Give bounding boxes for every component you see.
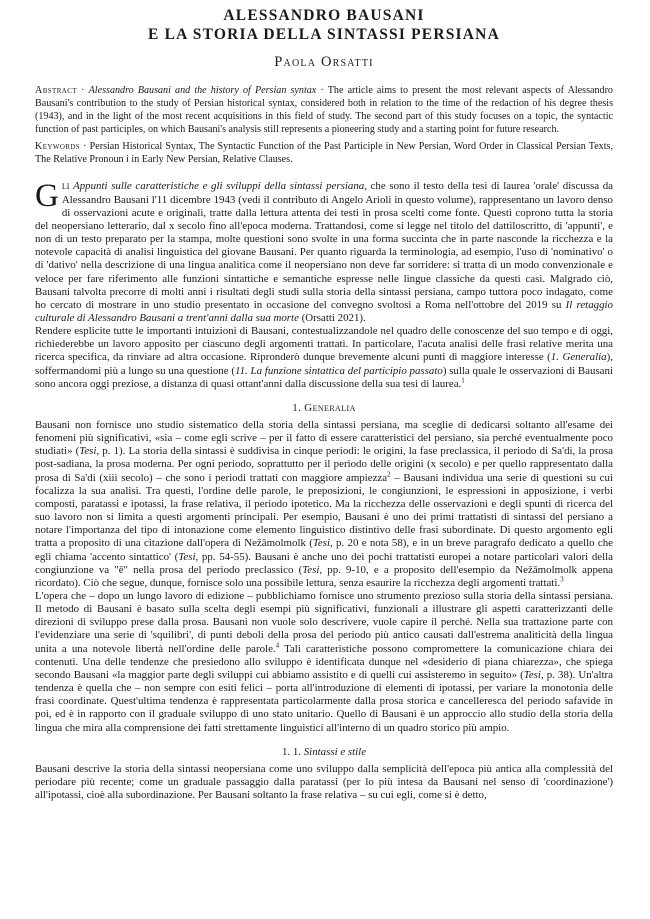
italic-ref: Tesi (523, 668, 541, 681)
text-run: (Orsatti 2021). (298, 312, 366, 324)
keywords (35, 141, 613, 167)
italic-ref: 11. La funzione sintattica del participio passato (234, 364, 443, 377)
article-author: Paola Orsatti (274, 54, 374, 70)
text-run: ), soffermandomi più a lungo su una questione ( (35, 351, 613, 377)
italic-ref: Tesi (312, 537, 330, 550)
abstract (35, 85, 613, 137)
drop-cap: G (35, 178, 59, 215)
keywords-text: · Persian Historical Syntax, The Syntactic Function of the Past Participle in New Persian, Word Order in Classical Persian Texts, The Relative Pronoun i in Early New Persian, Relative Clauses. (35, 140, 613, 165)
italic-title: Appunti sulle caratteristiche e gli sviluppi della sintassi persiana (73, 180, 365, 193)
text-run: , pp. 9-10, e a proposito dell'esempio da Nežāmolmolk appena ricordato). Ciò che segue, dunque, fornisce solo una possibile lettura, senza esaurire la ricchezza degli argomenti trattati. (35, 563, 613, 589)
text-run: Rendere esplicite tutte le importanti intuizioni di Bausani, contestualizzandole nel quadro delle conoscenze del suo tempo e di oggi, richiederebbe un lavoro apposito per ciascuno degli argomenti trattati. In particolare, l'acuta analisi delle frasi relative merita una ricerca specifica, da rinviare ad altra occasione. Ripronderò dunque brevemente alcuni punti di maggiore interesse ( (35, 325, 613, 364)
abstract-sep: · (77, 85, 89, 96)
paragraph-intro (35, 180, 613, 325)
footnote-marker: 1 (461, 376, 465, 385)
footnote-marker: 3 (560, 575, 564, 584)
keywords-label: Keywords (35, 140, 81, 152)
paragraph-5: Bausani descrive la storia della sintassi neopersiana come uno sviluppo dalla semplicità dell'epoca più antica alla complessità del periodare più recente; come un graduale passaggio dalla paratassi (per lo più intesa da Bausani nel senso di 'coordinazione') all'ipotassi, cioè alla subordinazione. Per Bausani soltanto la frase relativa – su cui egli, come si è detto, (35, 762, 613, 801)
article-title-line2: E LA STORIA DELLA SINTASSI PERSIANA (148, 26, 500, 43)
text-run: Tali caratteristiche possono compromettere la comunicazione chiara dei contenuti. Una delle tendenze che presiedono allo sviluppo è identificata dunque nel «desiderio di piana chiarezza», che spiega secondo Bausani «la maggior parte degli sviluppi cui abbiamo assistito e di quelli cui assisteremo in seguito» ( (35, 642, 613, 681)
text-run: , p. 20 e nota 58), e in un breve paragrafo dedicato a quello che egli chiama 'accento sintattico' ( (35, 537, 613, 563)
text-run: , p. 38). Un'altra tendenza è quella che – non sempre con esiti felici – porta all'introduzione di elementi di ipotassi, per variare la monotonia delle frasi coordinate. Quest'ultima tendenza è rappresentata particolarmente dalla prosa storica e cancelleresca del periodo safavide in poi, ed è in rapporto con il graduale sviluppo di uno stato unitario. Quello di Bausani è un approccio allo studio della storia della lingua che mira alla comprensione dei fatti strettamente linguistici all'interno di un quadro storico più ampio. (35, 668, 613, 734)
text-run: L'opera che – dopo un lungo lavoro di edizione – pubblichiamo fornisce uno strumento prezioso sulla storia della sintassi persiana. Il metodo di Bausani è basato sulla scelta degli esempi più significativi, funzionali a illustrare gli aspetti caratterizzanti delle direzioni di sviluppo prese dalla prosa. Bausani non vuole solo descrivere, vuole capire il perché. Nella sua trattazione parte con l'evidenziare una serie di 'squilibri', di punti deboli della prosa del periodo più antico causati dall'estrema analiticità della lingua unita a una notevole libertà nell'ordine delle parole. (35, 589, 613, 655)
text-run: – Bausani individua una serie di questioni su cui focalizza la sua analisi. Tra questi, l'ordine delle parole, le preposizioni, le congiunzioni, le espressioni in apposizione, i verbi composti, paratassi e ipotassi, la frase relativa, il periodo ipotetico. Ma la ricchezza delle osservazioni e degli spunti di ricerca del suo lavoro non si limita a questi argomenti principali. Per esempio, Bausani è uno dei primi trattatisti di sintassi del persiano a notare l'importanza del tipo di intonazione come elemento linguistico distintivo delle frasi subordinate. Di questo argomento egli tratta a proposito di una citazione dall'opera di Nežāmolmolk ( (35, 471, 613, 550)
subsection-title: Sintassi e stile (303, 745, 367, 758)
paragraph-2 (35, 325, 613, 391)
opening-smallcaps: li (61, 180, 70, 193)
abstract-text: · The article aims to present the most relevant aspects of Alessandro Bausani's contribution to the study of Persian historical syntax, considered both in relation to the time of the redaction of his degree thesis (1943), and in the light of the most recent acquisitions in this field of study. The second part of this study focuses on a topic, the syntactic function of past participles, on which Bausani's analysis still represents a pioneering study and a starting point for future research. (35, 85, 613, 135)
italic-ref: 1. Generalia (550, 351, 607, 364)
section-heading: 1. Generalia (292, 401, 356, 414)
text-run: , p. 1). La storia della sintassi è suddivisa in cinque periodi: le origini, la fase preclassica, il periodo di Sa'di, la prosa post-sadiana, la prosa moderna. Per ogni periodo, soprattutto per il periodo delle origini (x secolo) e per quello rappresentato dalla prosa di Sa'di (xiii secolo) – che sono i periodi trattati con maggiore ampiezza (35, 445, 613, 484)
text-run: Bausani non fornisce uno studio sistematico della storia della sintassi persiana, ma sceglie di dedicarsi soltanto all'esame dei fenomeni più significativi, «sia – come egli scrive – per il fatto di essere caratteristici del persiano, sia perché eventualmente poco studiati» ( (35, 418, 613, 458)
abstract-label: Abstract (35, 85, 77, 96)
paragraph-4 (35, 590, 613, 735)
text-run: , che sono il testo della tesi di laurea 'orale' discussa da Alessandro Bausani l'11 dicembre 1943 (vedi il contributo di Angelo Arioli in questo volume), rappresentano un lavoro denso di osservazioni acute e originali, tratte dalla lettura attenta dei testi in prosa scelti come fonte. Questi coprono tutta la storia del neopersiano letterario, dal x secolo fino all'epoca moderna. Trattandosi, come si legge nel titolo del dattiloscritto, di 'appunti', e non di un testo preparato per la stampa, molte questioni sono svolte in una forma succinta che in parte nasconde la ricchezza e la notevole capacità di analisi linguistica del giovane Bausani. Per quanto riguarda la terminologia, ad esempio, l'uso di 'nominativo' o di 'dativo' nella descrizione di una lingua analitica come il neopersiano non deve far sorridere: si tratta di un modo convenzionale e veloce per fare riferimento alle funzioni sintattiche e semantiche espresse nelle lingue classiche da questi casi. Malgrado ciò, Bausani talvolta precorre di molti anni i risultati degli studi sulla storia della sintassi persiana, campo tuttora poco indagato, come ho cercato di mostrare in uno studio presentato in occasione del convegno svoltosi a Roma nell'ottobre del 2019 su (35, 180, 613, 311)
article-title-line1: ALESSANDRO BAUSANI (223, 7, 425, 24)
text-run: ) sulla quale le osservazioni di Bausani sono ancora oggi preziose, a distanza di quasi ottant'anni dalla discussione della sua tesi di laurea. (35, 364, 613, 390)
italic-ref: Tesi (79, 445, 97, 458)
abstract-english-title: Alessandro Bausani and the history of Persian syntax (88, 85, 317, 96)
italic-ref: Tesi (178, 550, 196, 563)
italic-ref: Tesi (302, 563, 320, 576)
subsection-heading (35, 746, 613, 758)
footnote-marker: 2 (387, 469, 391, 478)
text-run: , pp. 54-55). Bausani è anche uno dei pochi trattatisti europei a notare particolari valori della congiunzione va "ē" nella prosa del periodo preclassico ( (35, 550, 613, 576)
footnote-marker: 4 (275, 640, 280, 649)
italic-title: Il retaggio culturale di Alessandro Bausani a trent'anni dalla sua morte (35, 298, 613, 324)
subsection-number: 1. 1. (281, 745, 304, 758)
paragraph-3 (35, 419, 613, 590)
